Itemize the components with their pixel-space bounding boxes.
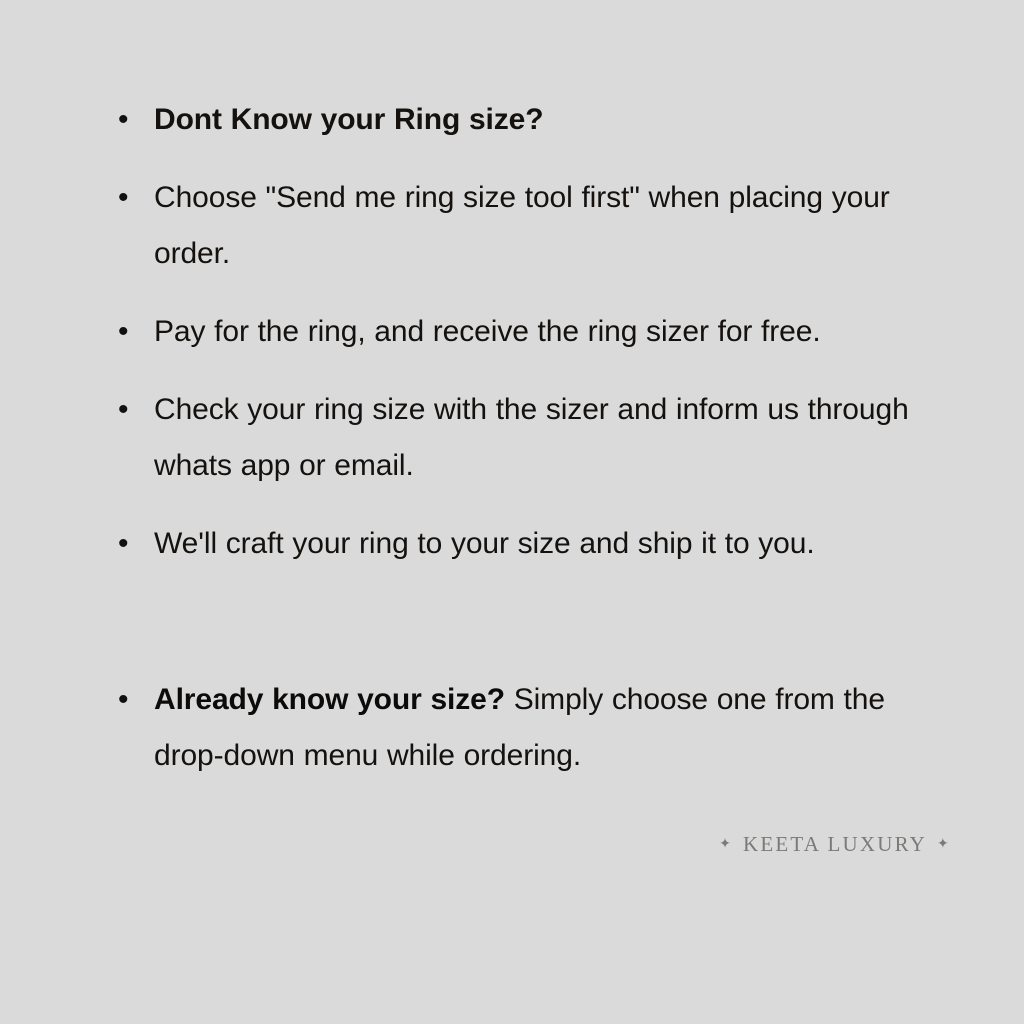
list-item-text-craft-and-ship: We'll craft your ring to your size and ship it to you. [154,527,815,560]
list-item-text-dont-know-size: Dont Know your Ring size? [154,103,544,136]
list-item [118,672,948,784]
list-item-text-already-know-size [154,672,948,784]
list-item [118,304,948,360]
already-know-size-rest: Simply choose one from the drop-down menu while ordering. [154,683,885,772]
ring-size-instructions-list [118,92,948,806]
list-item-text-choose-ring-size-tool: Choose "Send me ring size tool first" when placing your order. [154,181,890,270]
brand-watermark [700,832,970,857]
bullet-icon: • [118,527,129,560]
brand-name: KEETA LUXURY [743,832,927,856]
list-item-text-pay-and-receive-sizer: Pay for the ring, and receive the ring sizer for free. [154,315,821,348]
already-know-size-emphasis: Already know your size? [154,683,505,716]
bullet-icon: • [118,103,129,136]
list-item-text-check-size-and-inform: Check your ring size with the sizer and inform us through whats app or email. [154,393,909,482]
diamond-icon-right: ✦ [936,836,951,852]
diamond-icon-left: ✦ [719,836,734,852]
list-item [118,516,948,572]
bullet-icon: • [118,315,129,348]
bullet-icon: • [118,683,129,716]
list-item [118,170,948,282]
bullet-icon: • [118,181,129,214]
list-item [118,382,948,494]
bullet-icon: • [118,393,129,426]
list-item [118,92,948,148]
